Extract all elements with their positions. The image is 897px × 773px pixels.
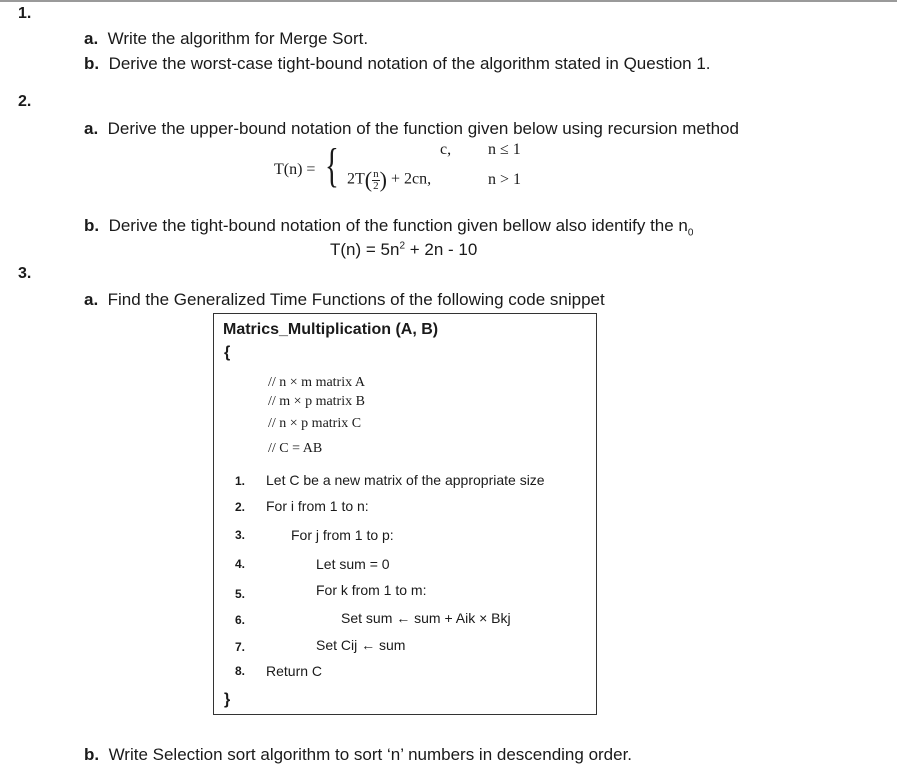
question-3a-label: a. <box>84 290 99 309</box>
question-2a <box>84 119 739 139</box>
recurrence-case2-cond: n > 1 <box>488 171 522 188</box>
code-line: Set Cij ← sum <box>316 637 406 653</box>
recurrence-case2-expr: 2T( $\frac{n}{2}$ ) + 2cn, <box>347 167 432 192</box>
question-3b-text: Write Selection sort algorithm to sort ‘n’ numbers in descending order. <box>108 745 633 764</box>
code-line: Set sum ← sum + Aik × Bkj <box>341 610 511 626</box>
recurrence-case2-prefix: 2T <box>347 170 365 188</box>
question-1b-text: Derive the worst-case tight-bound notation of the algorithm stated in Question 1. <box>108 54 711 73</box>
code-comment: // C = AB <box>268 441 323 456</box>
code-line-number: 4. <box>235 557 246 571</box>
recurrence-case2-suffix: + 2cn, <box>390 170 432 188</box>
question-1b <box>84 54 711 74</box>
code-comment: // m × p matrix B <box>268 394 365 409</box>
question-2-number: 2. <box>18 93 32 110</box>
question-2b <box>84 216 693 238</box>
recurrence-case1-cond: n ≤ 1 <box>488 141 521 158</box>
code-line-number: 8. <box>235 664 246 678</box>
question-1-number: 1. <box>18 5 32 22</box>
question-1b-label: b. <box>84 54 100 73</box>
question-3a-text: Find the Generalized Time Functions of the following code snippet <box>107 290 605 309</box>
code-open-brace: { <box>224 344 231 361</box>
question-3b-label: b. <box>84 745 100 764</box>
code-line: Return C <box>266 663 323 679</box>
question-3b <box>84 745 632 765</box>
code-line-number: 3. <box>235 528 246 542</box>
question-3-number: 3. <box>18 265 32 282</box>
recurrence-case1-value: c, <box>440 141 452 158</box>
code-line: For k from 1 to m: <box>316 582 427 598</box>
recurrence-lhs: T(n) = <box>274 161 316 178</box>
code-close-brace: } <box>224 691 231 708</box>
question-1a <box>84 29 368 49</box>
left-brace: { <box>325 139 339 192</box>
code-title: Matrics_Multiplication (A, B) <box>223 321 439 338</box>
code-comment: // n × p matrix C <box>268 416 362 431</box>
formula-prefix: T(n) = 5n <box>330 240 400 259</box>
code-comment: // n × m matrix A <box>268 375 365 390</box>
question-2b-label: b. <box>84 216 100 235</box>
question-1a-text: Write the algorithm for Merge Sort. <box>107 29 369 48</box>
question-2b-formula <box>330 240 477 260</box>
code-line-number: 2. <box>235 500 246 514</box>
code-line-number: 5. <box>235 587 246 601</box>
code-line-number: 7. <box>235 640 246 654</box>
code-line: For j from 1 to p: <box>291 527 394 543</box>
formula-suffix: + 2n - 10 <box>405 240 478 259</box>
question-1a-label: a. <box>84 29 99 48</box>
question-2a-label: a. <box>84 119 99 138</box>
question-2b-text: Derive the tight-bound notation of the function given bellow also identify the n <box>108 216 688 235</box>
code-line-number: 1. <box>235 474 246 488</box>
code-snippet-box <box>213 313 597 715</box>
code-line: Let C be a new matrix of the appropriate size <box>266 472 545 488</box>
question-3a <box>84 290 605 310</box>
code-line: Let sum = 0 <box>316 556 390 572</box>
code-line: For i from 1 to n: <box>266 498 369 514</box>
question-2a-text: Derive the upper-bound notation of the function given below using recursion method <box>107 119 739 138</box>
formula-exponent: 2 <box>399 240 406 252</box>
recurrence-fraction: $\frac{n}{2}$ <box>373 167 379 192</box>
n0-subscript: 0 <box>687 227 694 239</box>
top-rule <box>0 0 897 2</box>
code-line-number: 6. <box>235 613 246 627</box>
